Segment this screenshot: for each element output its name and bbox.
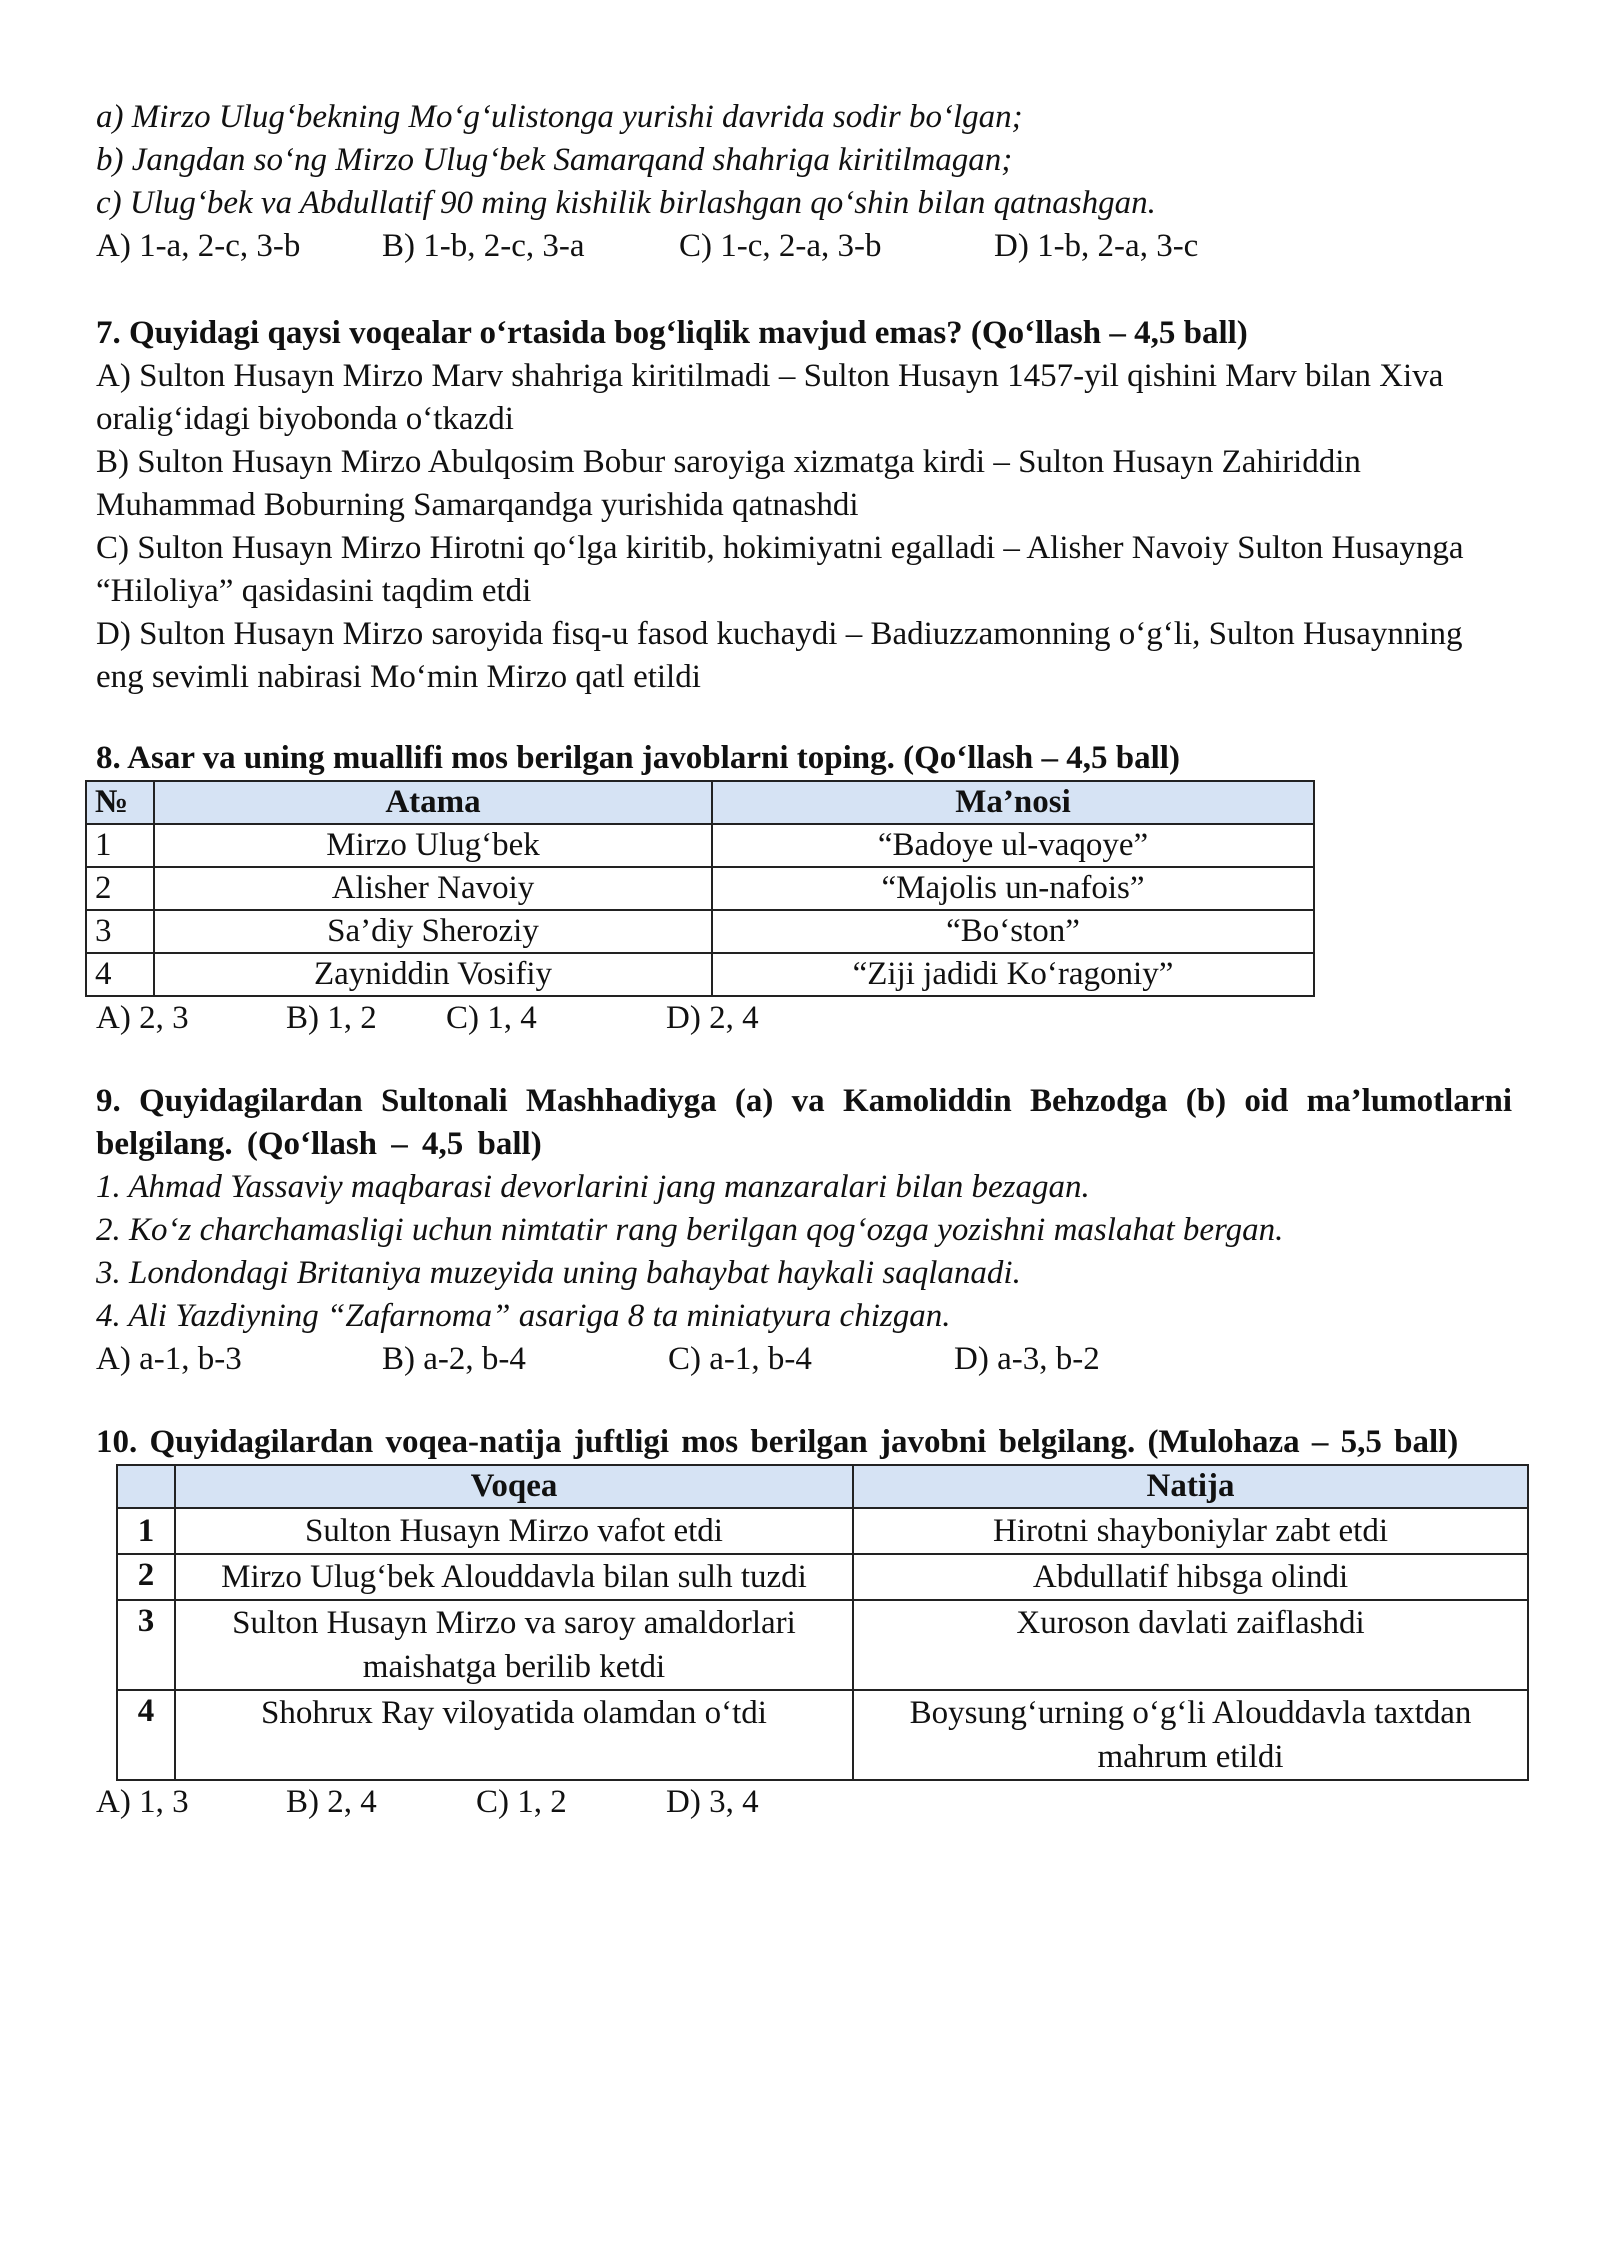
q9-block bbox=[96, 1080, 1512, 1381]
q7-option-c[interactable]: C) Sulton Husayn Mirzo Hirotni qo‘lga kiritib, hokimiyatni egalladi – Alisher Navoiy Sulton Husaynga “Hiloliya” qasidasini taqdim etdi bbox=[96, 530, 1464, 609]
q8-cell-num: 4 bbox=[86, 953, 154, 996]
q8-cell-num: 3 bbox=[86, 910, 154, 953]
q6-option-b[interactable]: B) 1-b, 2-c, 3-a bbox=[382, 228, 585, 264]
q8-cell-work: “Badoye ul-vaqoye” bbox=[712, 824, 1314, 867]
q10-option-b[interactable]: B) 2, 4 bbox=[286, 1784, 377, 1820]
q8-options bbox=[96, 997, 1512, 1040]
q10-cell-event: Mirzo Ulug‘bek Alouddavla bilan sulh tuzdi bbox=[175, 1554, 853, 1600]
q9-option-b[interactable]: B) a-2, b-4 bbox=[382, 1341, 526, 1377]
q8-title: 8. Asar va uning muallifi mos berilgan javoblarni toping. (Qo‘llash – 4,5 ball) bbox=[96, 740, 1180, 776]
q10-option-d[interactable]: D) 3, 4 bbox=[666, 1784, 759, 1820]
table-row bbox=[86, 910, 1314, 953]
table-header-row bbox=[86, 781, 1314, 824]
q8-cell-author: Alisher Navoiy bbox=[154, 867, 712, 910]
table-row bbox=[117, 1508, 1528, 1554]
q10-cell-num: 3 bbox=[117, 1600, 175, 1690]
q8-option-a[interactable]: A) 2, 3 bbox=[96, 1000, 189, 1036]
q8-cell-num: 1 bbox=[86, 824, 154, 867]
q7-option-b[interactable]: B) Sulton Husayn Mirzo Abulqosim Bobur saroyiga xizmatga kirdi – Sulton Husayn Zahiriddin Muhammad Boburning Samarqandga yurishida qatnashdi bbox=[96, 444, 1361, 523]
q8-cell-author: Sa’diy Sheroziy bbox=[154, 910, 712, 953]
q10-cell-result: Boysung‘urning o‘g‘li Alouddavla taxtdan mahrum etildi bbox=[853, 1690, 1528, 1780]
q9-statement-4: 4. Ali Yazdiyning “Zafarnoma” asariga 8 ta miniatyura chizgan. bbox=[96, 1298, 951, 1334]
q10-option-c[interactable]: C) 1, 2 bbox=[476, 1784, 567, 1820]
q10-cell-result: Abdullatif hibsga olindi bbox=[853, 1554, 1528, 1600]
q7-option-d[interactable]: D) Sulton Husayn Mirzo saroyida fisq-u fasod kuchaydi – Badiuzzamonning o‘g‘li, Sulton Husaynning eng sevimli nabirasi Mo‘min Mirzo qatl etildi bbox=[96, 616, 1463, 695]
q8-header-manosi: Ma’nosi bbox=[712, 781, 1314, 824]
q9-statement-1: 1. Ahmad Yassaviy maqbarasi devorlarini jang manzaralari bilan bezagan. bbox=[96, 1169, 1090, 1205]
q8-cell-work: “Majolis un-nafois” bbox=[712, 867, 1314, 910]
q9-option-c[interactable]: C) a-1, b-4 bbox=[668, 1341, 812, 1377]
q10-cell-result: Hirotni shayboniylar zabt etdi bbox=[853, 1508, 1528, 1554]
q6-option-d[interactable]: D) 1-b, 2-a, 3-c bbox=[994, 228, 1199, 264]
q8-cell-author: Mirzo Ulug‘bek bbox=[154, 824, 712, 867]
q10-options bbox=[96, 1781, 1512, 1824]
q8-header-atama: Atama bbox=[154, 781, 712, 824]
q10-cell-result: Xuroson davlati zaiflashdi bbox=[853, 1600, 1528, 1690]
q6-block bbox=[96, 96, 1512, 268]
q10-table bbox=[116, 1464, 1529, 1781]
q8-option-b[interactable]: B) 1, 2 bbox=[286, 1000, 377, 1036]
q9-title: 9. Quyidagilardan Sultonali Mashhadiyga (a) va Kamoliddin Behzodga (b) oid ma’lumotlarni belgilang. (Qo‘llash – 4,5 ball) bbox=[96, 1083, 1512, 1162]
table-header-row bbox=[117, 1465, 1528, 1508]
q8-table bbox=[85, 780, 1315, 997]
q7-title: 7. Quyidagi qaysi voqealar o‘rtasida bog‘liqlik mavjud emas? (Qo‘llash – 4,5 ball) bbox=[96, 315, 1248, 351]
q9-option-a[interactable]: A) a-1, b-3 bbox=[96, 1341, 242, 1377]
table-row bbox=[117, 1554, 1528, 1600]
q6-options bbox=[96, 225, 1512, 268]
q10-cell-event: Shohrux Ray viloyatida olamdan o‘tdi bbox=[175, 1690, 853, 1780]
table-row bbox=[86, 867, 1314, 910]
q10-cell-num: 1 bbox=[117, 1508, 175, 1554]
table-row bbox=[117, 1690, 1528, 1780]
table-row bbox=[86, 953, 1314, 996]
q10-header-voqea: Voqea bbox=[175, 1465, 853, 1508]
q10-cell-num: 4 bbox=[117, 1690, 175, 1780]
q6-statement-c: c) Ulug‘bek va Abdullatif 90 ming kishilik birlashgan qo‘shin bilan qatnashgan. bbox=[96, 185, 1156, 221]
q10-cell-num: 2 bbox=[117, 1554, 175, 1600]
q6-option-a[interactable]: A) 1-a, 2-c, 3-b bbox=[96, 228, 301, 264]
q8-option-d[interactable]: D) 2, 4 bbox=[666, 1000, 759, 1036]
q9-option-d[interactable]: D) a-3, b-2 bbox=[954, 1341, 1100, 1377]
q8-cell-work: “Ziji jadidi Ko‘ragoniy” bbox=[712, 953, 1314, 996]
q8-cell-num: 2 bbox=[86, 867, 154, 910]
q6-option-c[interactable]: C) 1-c, 2-a, 3-b bbox=[679, 228, 882, 264]
q8-header-number: № bbox=[86, 781, 154, 824]
table-row bbox=[86, 824, 1314, 867]
q8-cell-work: “Bo‘ston” bbox=[712, 910, 1314, 953]
q10-title: 10. Quyidagilardan voqea-natija juftligi mos berilgan javobni belgilang. (Mulohaza – 5,5 ball) bbox=[96, 1424, 1459, 1460]
q6-statement-b: b) Jangdan so‘ng Mirzo Ulug‘bek Samarqand shahriga kiritilmagan; bbox=[96, 142, 1013, 178]
q10-block bbox=[96, 1421, 1512, 1824]
q8-block bbox=[96, 737, 1512, 1040]
q7-block bbox=[96, 312, 1512, 699]
q7-option-a[interactable]: A) Sulton Husayn Mirzo Marv shahriga kiritilmadi – Sulton Husayn 1457-yil qishini Marv bilan Xiva oralig‘idagi biyobonda o‘tkazdi bbox=[96, 358, 1444, 437]
q10-cell-event: Sulton Husayn Mirzo va saroy amaldorlari maishatga berilib ketdi bbox=[175, 1600, 853, 1690]
q10-header-natija: Natija bbox=[853, 1465, 1528, 1508]
q8-cell-author: Zayniddin Vosifiy bbox=[154, 953, 712, 996]
q9-statement-3: 3. Londondagi Britaniya muzeyida uning bahaybat haykali saqlanadi. bbox=[96, 1255, 1021, 1291]
q10-header-blank bbox=[117, 1465, 175, 1508]
test-page bbox=[96, 96, 1512, 1824]
q10-cell-event: Sulton Husayn Mirzo vafot etdi bbox=[175, 1508, 853, 1554]
q9-statement-2: 2. Ko‘z charchamasligi uchun nimtatir rang berilgan qog‘ozga yozishni maslahat bergan. bbox=[96, 1212, 1284, 1248]
q6-statement-a: a) Mirzo Ulug‘bekning Mo‘g‘ulistonga yurishi davrida sodir bo‘lgan; bbox=[96, 99, 1023, 135]
q8-option-c[interactable]: C) 1, 4 bbox=[446, 1000, 537, 1036]
q10-option-a[interactable]: A) 1, 3 bbox=[96, 1784, 189, 1820]
q9-options bbox=[96, 1338, 1512, 1381]
table-row bbox=[117, 1600, 1528, 1690]
